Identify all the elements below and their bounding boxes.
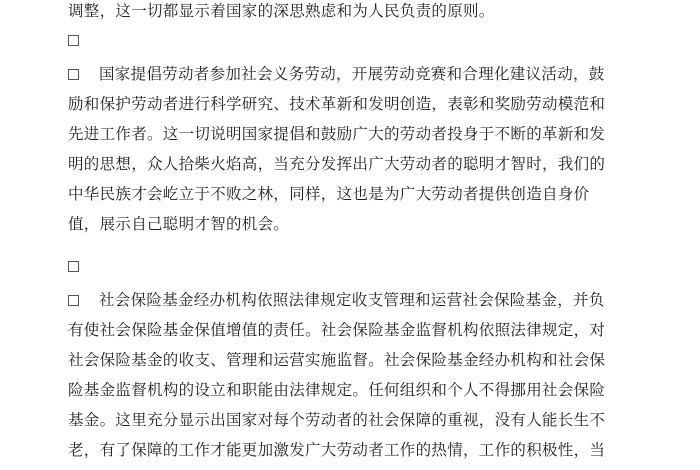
paragraph-line: 老，有了保障的工作才能更加激发广大劳动者工作的热情，工作的积极性，当 — [68, 441, 606, 459]
intro-line: 调整，这一切都显示着国家的深思熟虑和为人民负责的原则。 — [68, 2, 495, 20]
checkbox-paragraph-2[interactable] — [68, 295, 79, 306]
paragraph-line: 险基金监督机构的设立和职能由法律规定。任何组织和个人不得挪用社会保险 — [68, 381, 606, 399]
paragraph-text: 国家提倡劳动者参加社会义务劳动，开展劳动竞赛和合理化建议活动，鼓 — [99, 65, 605, 83]
paragraph-line: 先进工作者。这一切说明国家提倡和鼓励广大的劳动者投身于不断的革新和发 — [68, 125, 606, 143]
paragraph-line: 有使社会保险基金保值增值的责任。社会保险基金监督机构依照法律规定，对 — [68, 321, 606, 339]
checkbox-paragraph-1[interactable] — [68, 69, 79, 80]
checkbox-empty-1[interactable] — [68, 35, 79, 46]
paragraph-line: 明的思想，众人拾柴火焰高，当充分发挥出广大劳动者的聪明才智时，我们的 — [68, 155, 606, 173]
paragraph-line: 励和保护劳动者进行科学研究、技术革新和发明创造，表彰和奖励劳动模范和 — [68, 95, 606, 113]
paragraph-line — [68, 285, 698, 315]
paragraph-line — [68, 59, 698, 89]
paragraph-line: 值，展示自己聪明才智的机会。 — [68, 215, 290, 233]
paragraph-line: 中华民族才会屹立于不败之林，同样，这也是为广大劳动者提供创造自身价 — [68, 185, 590, 203]
paragraph-line: 基金。这里充分显示出国家对每个劳动者的社会保障的重视，没有人能长生不 — [68, 411, 606, 429]
paragraph-line: 社会保险基金的收支、管理和运营实施监督。社会保险基金经办机构和社会保 — [68, 351, 606, 369]
checkbox-empty-2[interactable] — [68, 261, 79, 272]
paragraph-text: 社会保险基金经办机构依照法律规定收支管理和运营社会保险基金，并负 — [99, 291, 605, 309]
